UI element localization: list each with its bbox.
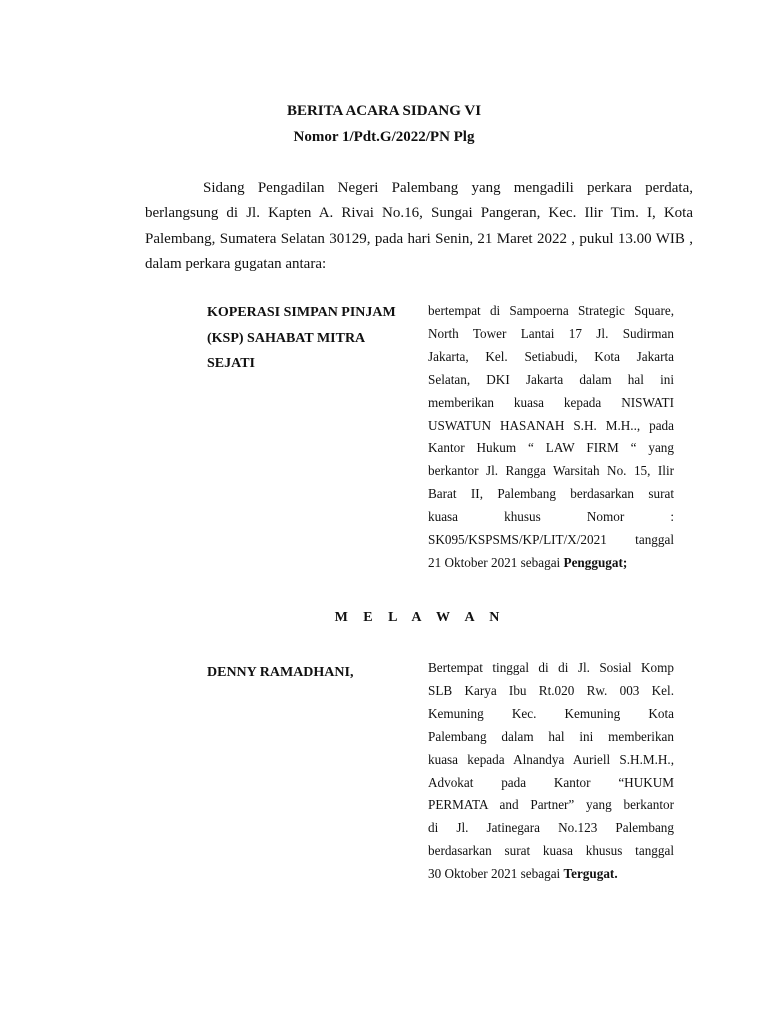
description-last-line [428, 863, 674, 886]
description-line: Jakarta, Kel. Setiabudi, Kota Jakarta [428, 348, 674, 364]
description-line: Bertempat tinggal di di Jl. Sosial Komp [428, 660, 674, 675]
description-line: Barat II, Palembang berdasarkan surat [428, 486, 674, 502]
case-number: Nomor 1/Pdt.G/2022/PN Plg [293, 129, 475, 145]
description-line: bertempat di Sampoerna Strategic Square, [428, 303, 674, 318]
description-line: USWATUN HASANAH S.H. M.H.., pada [428, 417, 674, 433]
last-line-text: 21 Oktober 2021 sebagai [428, 554, 564, 570]
description-line: di Jl. Jatinegara No.123 Palembang [428, 820, 674, 836]
description-line: Selatan, DKI Jakarta dalam hal ini [428, 371, 674, 387]
intro-paragraph: Sidang Pengadilan Negeri Palembang yang mengadili perkara perdata, berlangsung di Jl. Kapten A. Rivai No.16, Sungai Pangeran, Kec. Ilir Tim. I, Kota Palembang, Sumatera Selatan 30129, pada hari Senin, 21 Maret 2022 , pukul 13.00 WIB , dalam perkara gugatan antara: [145, 180, 693, 272]
versus-separator: M E L A W A N [334, 610, 506, 625]
defendant-description [428, 657, 674, 886]
description-line: Kemuning Kec. Kemuning Kota [428, 705, 674, 721]
description-line: kuasa khusus Nomor : [428, 509, 674, 525]
description-line: kuasa kepada Alnandya Auriell S.H.M.H., [428, 751, 674, 767]
description-line: Kantor Hukum “ LAW FIRM “ yang [428, 440, 674, 456]
description-line: memberikan kuasa kepada NISWATI [428, 394, 674, 410]
plaintiff-role: Penggugat; [563, 554, 628, 570]
description-line: SLB Karya Ibu Rt.020 Rw. 003 Kel. [428, 682, 674, 698]
defendant-role: Tergugat. [563, 866, 618, 882]
description-line: PERMATA and Partner” yang berkantor [428, 797, 674, 813]
document-title: BERITA ACARA SIDANG VI [286, 103, 482, 119]
description-last-line [428, 552, 674, 575]
plaintiff-name: KOPERASI SIMPAN PINJAM (KSP) SAHABAT MITRA SEJATI [207, 305, 396, 371]
description-line: berkantor Jl. Rangga Warsitah No. 15, Ilir [428, 463, 674, 479]
description-line: Palembang dalam hal ini memberikan [428, 728, 674, 744]
description-line: berdasarkan surat kuasa khusus tanggal [428, 843, 674, 859]
defendant-name: DENNY RAMADHANI, [207, 665, 354, 680]
last-line-text: 30 Oktober 2021 sebagai [428, 866, 564, 882]
description-line: North Tower Lantai 17 Jl. Sudirman [428, 325, 674, 341]
description-line: Advokat pada Kantor “HUKUM [428, 774, 674, 790]
description-line: SK095/KSPSMS/KP/LIT/X/2021 tanggal [428, 532, 674, 548]
plaintiff-description [428, 300, 674, 575]
